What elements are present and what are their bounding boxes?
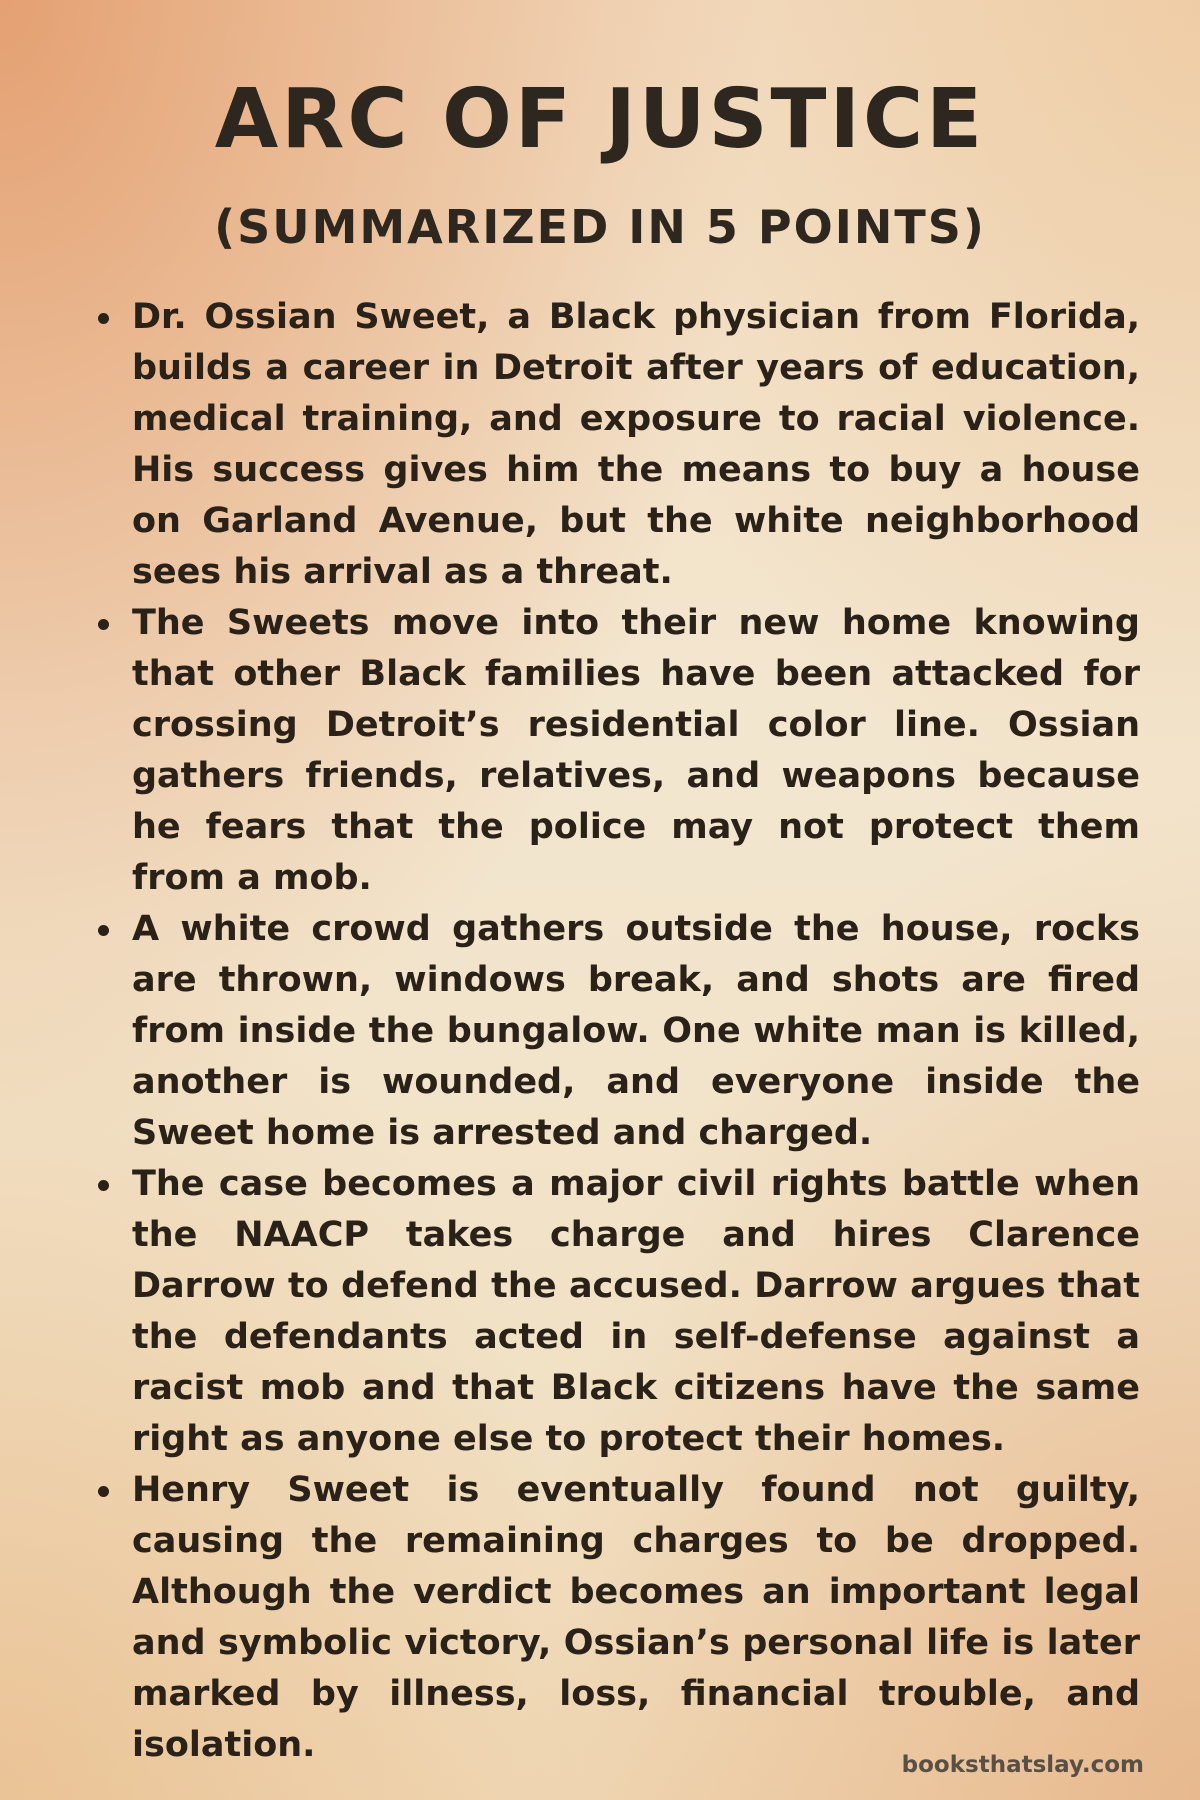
bullet-icon — [98, 619, 109, 630]
bullet-icon — [98, 1180, 109, 1191]
summary-point-text: The Sweets move into their new home knowing that other Black families have been attacked for crossing Detroit’s residential color line. Ossian gathers friends, relatives, and weapons because he fears that the police may not protect them from a mob. — [132, 603, 1140, 898]
page-title: ARC OF JUSTICE — [214, 72, 986, 167]
summary-point-2 — [96, 598, 1140, 904]
summary-point-3 — [96, 904, 1140, 1159]
summary-point-text: The case becomes a major civil rights battle when the NAACP takes charge and hires Clarence Darrow to defend the accused. Darrow argues that the defendants acted in self-defense against a racist mob and that Black citizens have the same right as anyone else to protect their homes. — [132, 1164, 1140, 1459]
summary-point-5 — [96, 1465, 1140, 1771]
bullet-icon — [98, 1486, 109, 1497]
bullet-icon — [98, 925, 109, 936]
page-subtitle: (SUMMARIZED IN 5 POINTS) — [214, 200, 986, 254]
bullet-icon — [98, 313, 109, 324]
summary-point-4 — [96, 1159, 1140, 1465]
summary-point-text: Henry Sweet is eventually found not guilty, causing the remaining charges to be dropped. Although the verdict becomes an important legal and symbolic victory, Ossian’s personal life is later marked by illness, loss, financial trouble, and isolation. — [132, 1470, 1140, 1765]
summary-point-1 — [96, 292, 1140, 598]
summary-point-text: Dr. Ossian Sweet, a Black physician from Florida, builds a career in Detroit after years of education, medical training, and exposure to racial violence. His success gives him the means to buy a house on Garland Avenue, but the white neighborhood sees his arrival as a threat. — [132, 297, 1140, 592]
site-credit: booksthatslay.com — [901, 1752, 1144, 1778]
summary-point-text: A white crowd gathers outside the house, rocks are thrown, windows break, and shots are fired from inside the bungalow. One white man is killed, another is wounded, and everyone inside the Sweet home is arrested and charged. — [132, 909, 1140, 1153]
summary-points-list — [96, 292, 1140, 1771]
